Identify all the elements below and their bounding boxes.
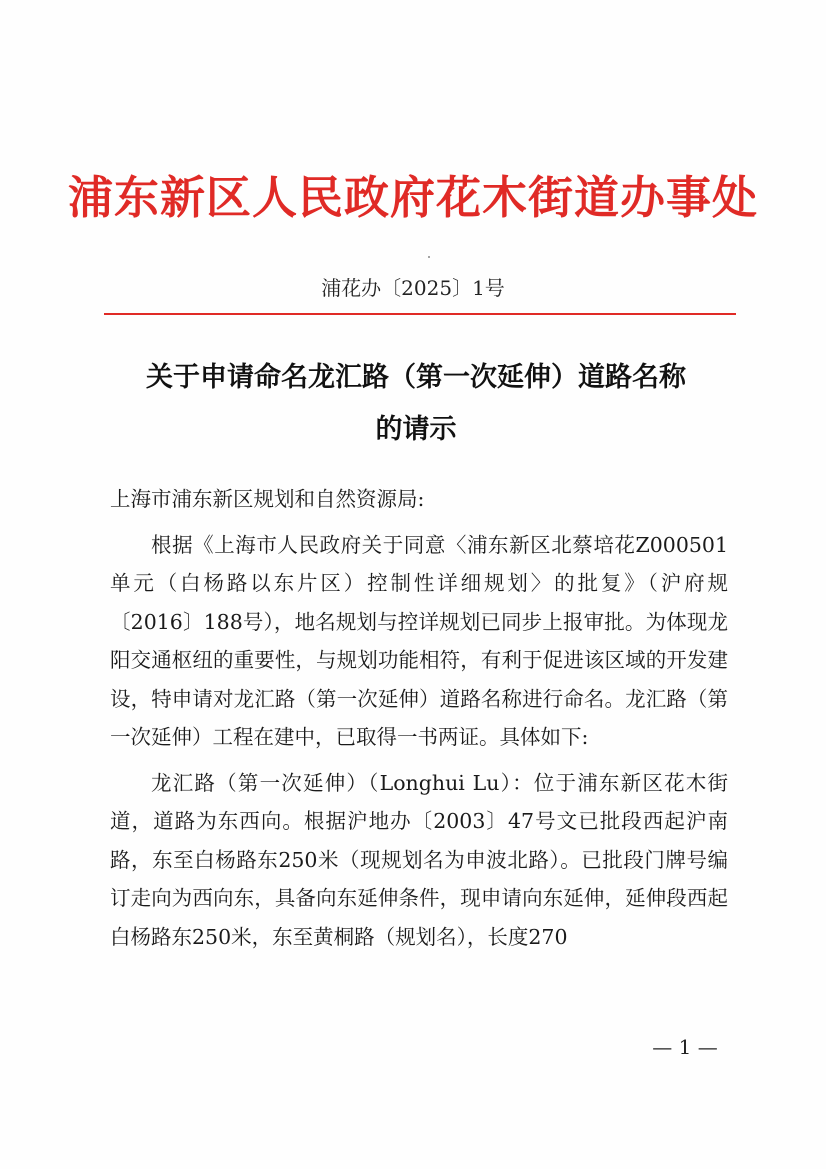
red-divider-line [104, 313, 736, 315]
title-line-2: 的请示 [375, 414, 457, 445]
body-paragraph-1: 根据《上海市人民政府关于同意〈浦东新区北蔡培花Z000501单元（白杨路以东片区）控制性详细规划〉的批复》（沪府规〔2016〕188号），地名规划与控详规划已同步上报审批。为体现龙阳交通枢纽的重要性，与规划功能相符，有利于促进该区域的开发建设，特申请对龙汇路（第一次延伸）道路名称进行命名。龙汇路（第一次延伸）工程在建中，已取得一书两证。具体如下: [110, 532, 728, 749]
document-title [96, 352, 736, 456]
body-paragraph-2: 龙汇路（第一次延伸）（Longhui Lu）：位于浦东新区花木街道，道路为东西向。根据沪地办〔2003〕47号文已批段西起沪南路，东至白杨路东250米（现规划名为申波北路）。已批段门牌号编订走向为西向东，具备向东延伸条件，现申请向东延伸，延伸段西起白杨路东250米，东至黄桐路（规划名），长度270 [110, 770, 728, 949]
scan-speck [428, 256, 430, 258]
title-line-1: 关于申请命名龙汇路（第一次延伸）道路名称 [146, 362, 686, 393]
page-number: — 1 — [652, 1035, 718, 1059]
document-body [110, 480, 728, 956]
document-number: 浦花办〔2025〕1号 [321, 276, 505, 300]
salutation: 上海市浦东新区规划和自然资源局: [110, 487, 425, 511]
issuing-authority-header: 浦东新区人民政府花木街道办事处 [67, 171, 758, 224]
